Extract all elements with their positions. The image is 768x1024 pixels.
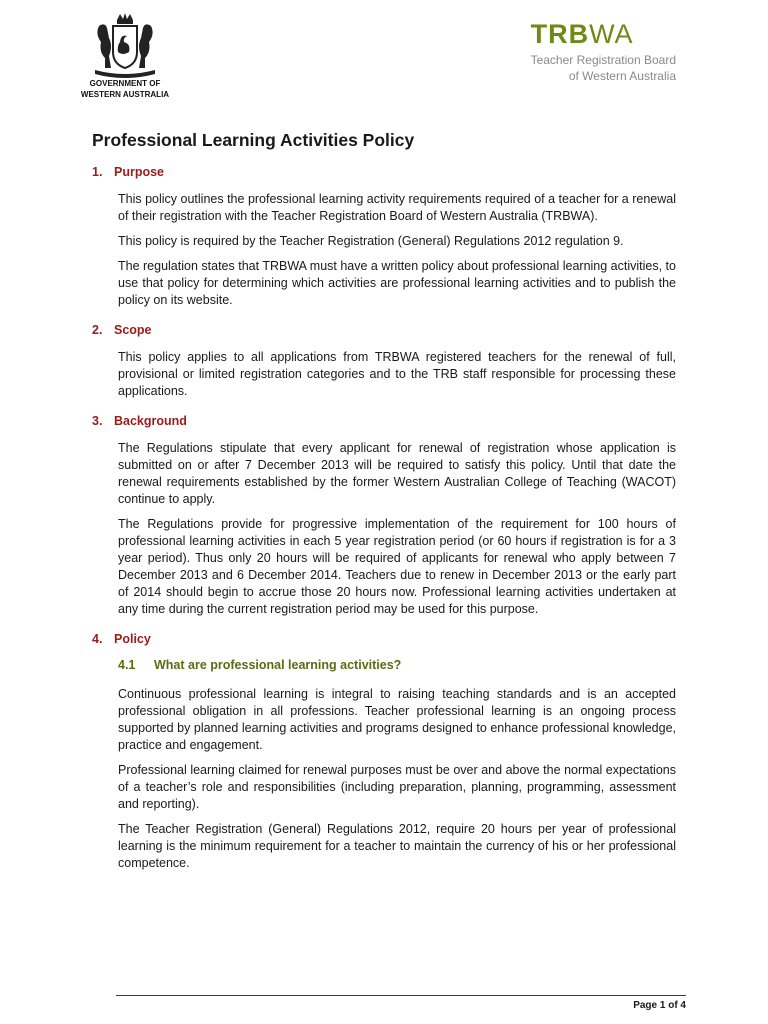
section-title: Scope (114, 323, 152, 337)
footer-divider (116, 995, 686, 996)
paragraph: Professional learning claimed for renewal purposes must be over and above the normal expectations of a teacher’s role and responsibilities (including preparation, planning, programming, assessment and reporting). (118, 763, 676, 811)
subsection-title: What are professional learning activities? (154, 658, 402, 672)
section-title: Background (114, 414, 187, 428)
trbwa-logo (531, 20, 676, 84)
section-title: Policy (114, 632, 151, 646)
section-number: 1. (92, 165, 103, 179)
brand-tr: TR (530, 19, 569, 49)
gov-line-2: WESTERN AUSTRALIA (80, 90, 170, 99)
paragraph: The regulation states that TRBWA must have a written policy about professional learning activities, to use that policy for determining which activities are professional learning activities and to publish the policy on its website. (118, 259, 676, 307)
brand-subtitle-1: Teacher Registration Board (530, 53, 676, 67)
section-number: 4. (92, 632, 103, 646)
section-heading-scope (92, 323, 676, 337)
paragraph: Continuous professional learning is integral to raising teaching standards and is an accepted professional obligation in all professions. Teacher professional learning is an ongoing process supported by planned learning activities and programs designed to enhance professional knowledge, practice and engagement. (118, 687, 676, 752)
paragraph: This policy applies to all applications from TRBWA registered teachers for the renewal of full, provisional or limited registration categories and to the TRB staff responsible for processing these applications. (118, 350, 676, 398)
paragraph: This policy outlines the professional learning activity requirements required of a teacher for a renewal of their registration with the Teacher Registration Board of Western Australia (TRBWA). (118, 192, 676, 223)
page-number: Page 1 of 4 (633, 1000, 686, 1011)
paragraph: The Teacher Registration (General) Regulations 2012, require 20 hours per year of professional learning is the minimum requirement for a teacher to maintain the currency of his or her professional competence. (118, 822, 676, 870)
section-heading-purpose (92, 165, 676, 179)
subsection-number: 4.1 (118, 658, 136, 672)
paragraph: The Regulations stipulate that every applicant for renewal of registration whose application is submitted on or after 7 December 2013 will be required to satisfy this policy. Until that date the renewal requirements established by the former Western Australian College of Teaching (WACOT) continue to apply. (118, 441, 676, 506)
coat-of-arms-icon (87, 12, 163, 78)
brand-subtitle-2: of Western Australia (568, 69, 676, 83)
paragraph: This policy is required by the Teacher Registration (General) Regulations 2012 regulation 9. (118, 234, 624, 248)
section-heading-background (92, 414, 676, 428)
page-title: Professional Learning Activities Policy (92, 130, 415, 150)
brand-name (531, 20, 676, 48)
paragraph: The Regulations provide for progressive implementation of the requirement for 100 hours of professional learning activities in each 5 year registration period (or 60 hours if registration is for a 3 year period). Thus only 20 hours will be required of applicants for renewal who apply between 7 December 2013 and 6 December 2014. Teachers due to renew in December 2013 or the early part of 2014 should begin to accrue those 20 hours now. Professional learning activities undertaken at any time during the current registration period may be used for this purpose. (118, 517, 676, 616)
subsection-heading (118, 658, 676, 672)
section-number: 2. (92, 323, 103, 337)
document-body (92, 130, 676, 880)
government-crest (80, 12, 170, 100)
brand-wa: WA (589, 19, 634, 49)
section-title: Purpose (114, 165, 165, 179)
section-heading-policy (92, 632, 676, 646)
section-number: 3. (92, 414, 103, 428)
gov-line-1: GOVERNMENT OF (89, 79, 161, 88)
brand-b: B (568, 19, 590, 49)
